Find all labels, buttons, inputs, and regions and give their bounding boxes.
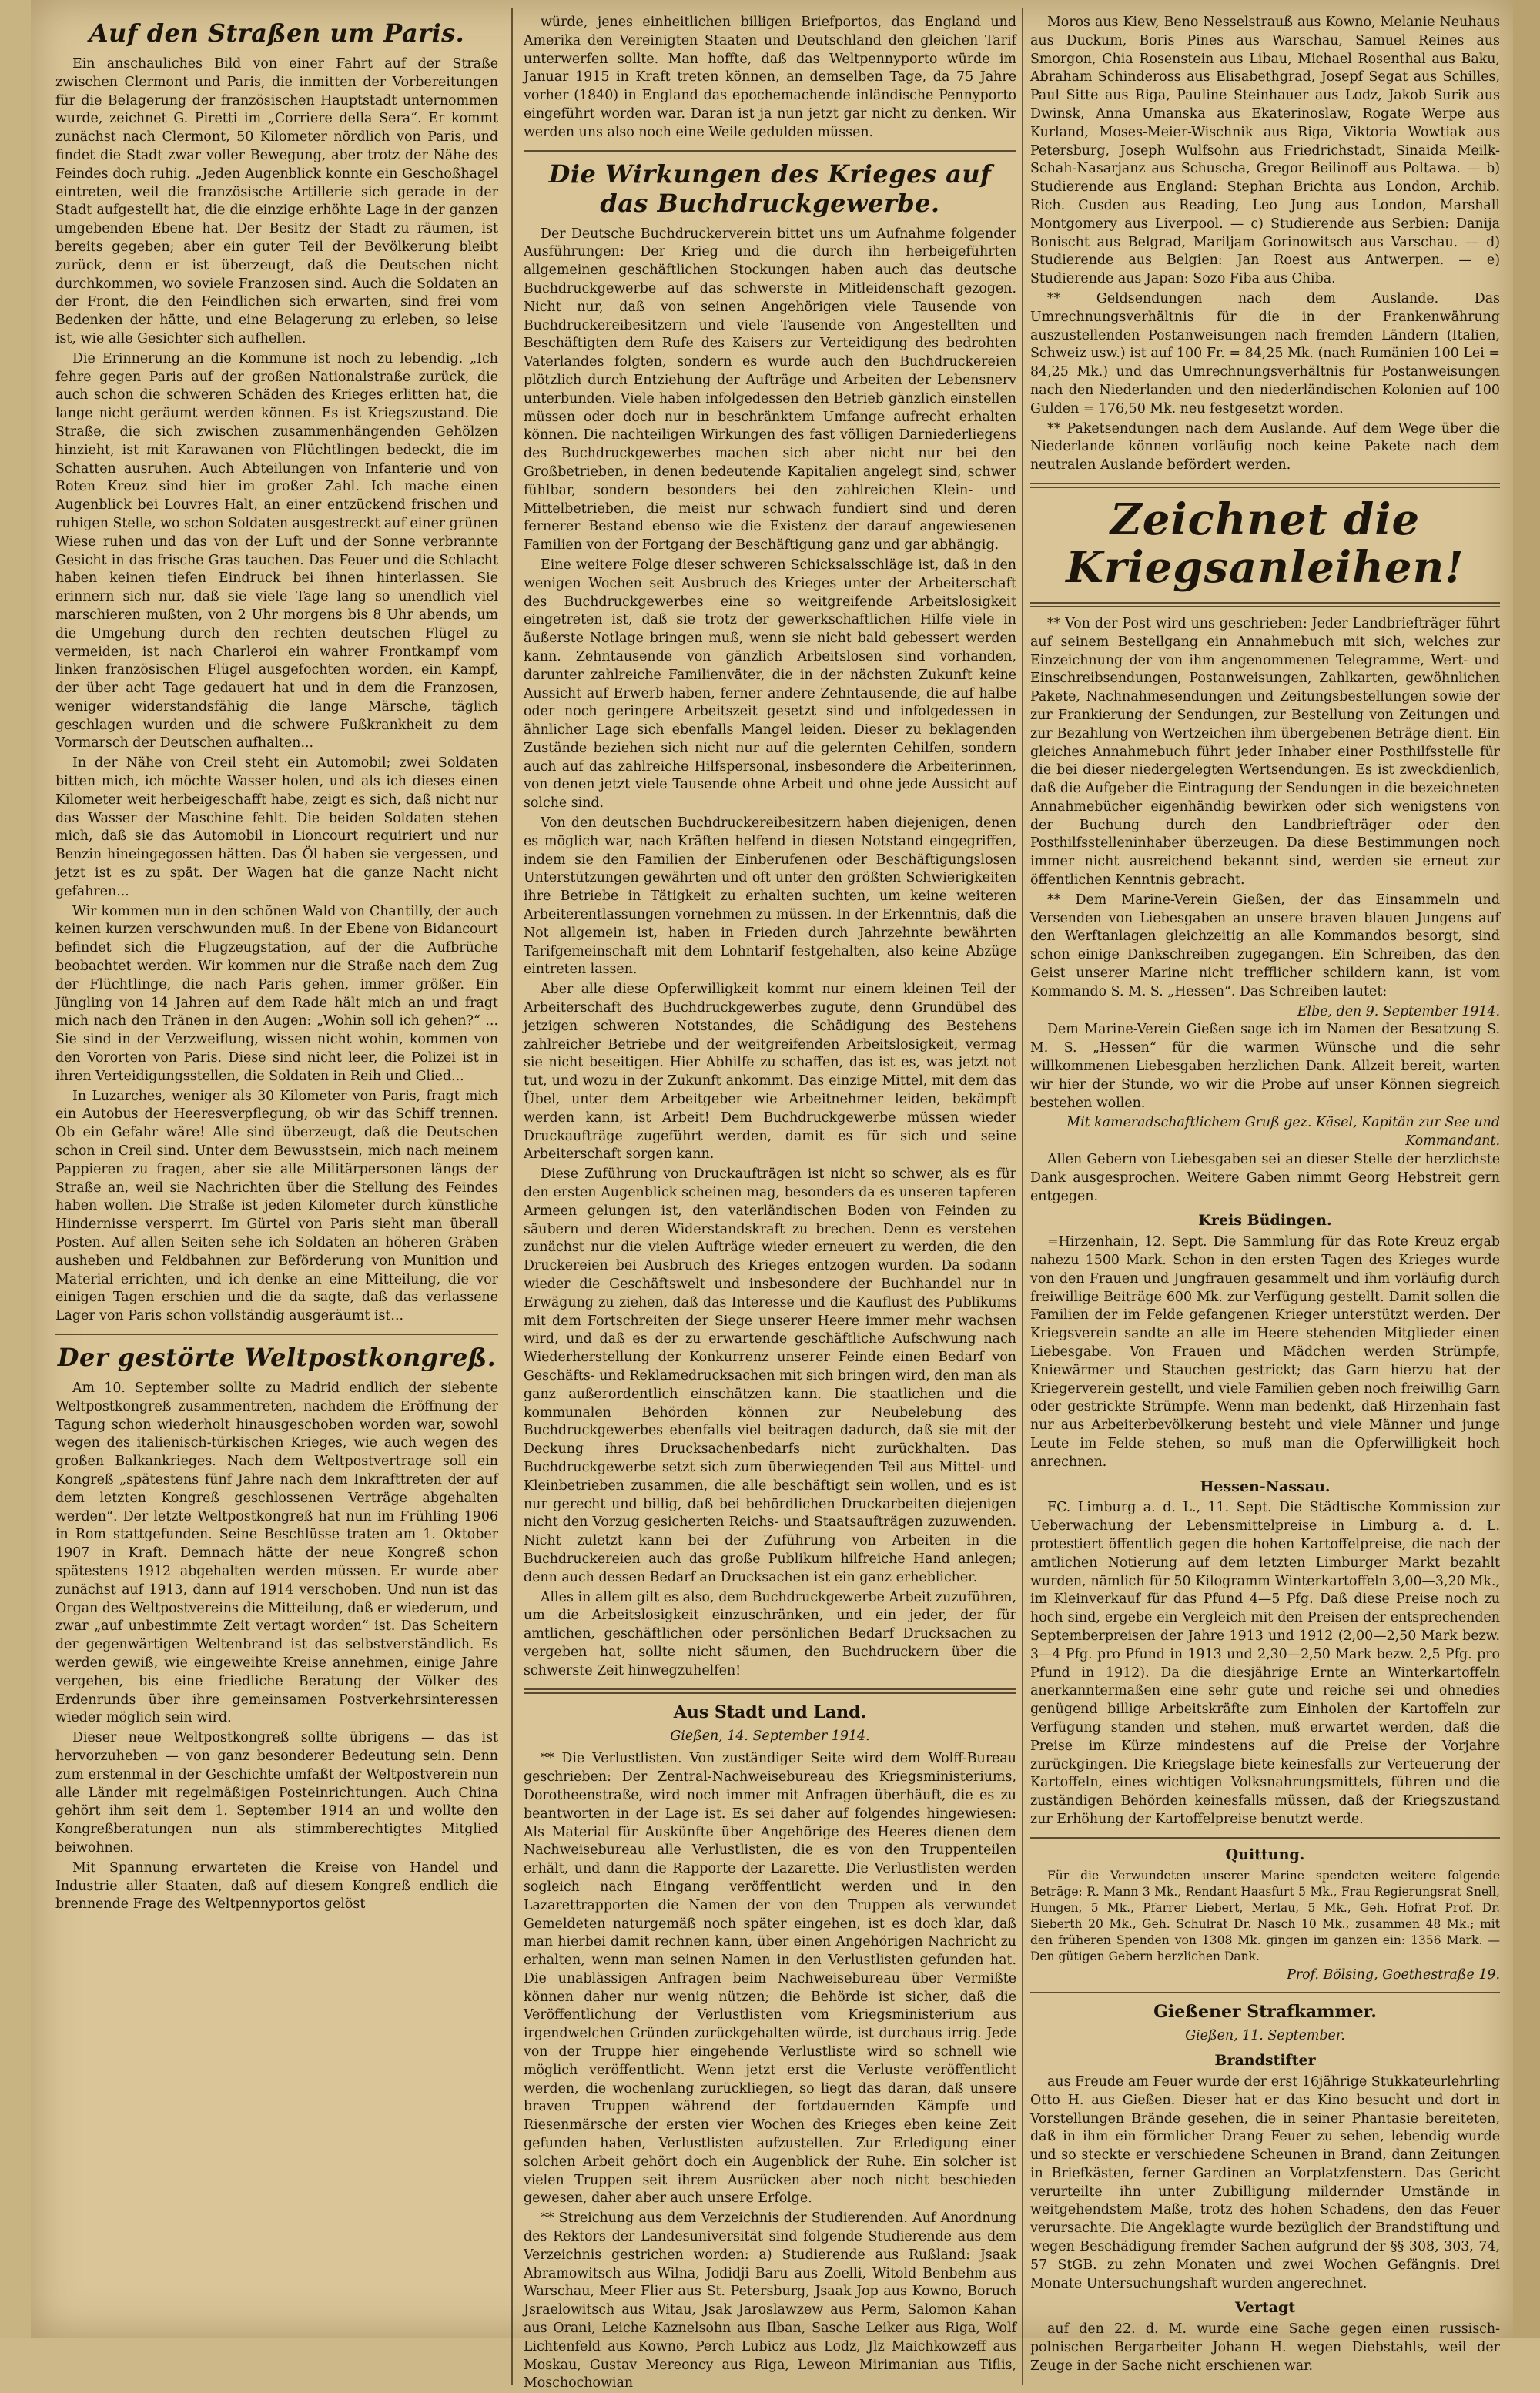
article-paragraph: aus Freude am Feuer wurde der erst 16jährige Stukkateurlehrling Otto H. aus Gießen. Dieser hat er das Kino besucht und dort in Vorstellungen Brände gesehen, die in seiner Phantasie bereiteten, daß in ihm ein förmlicher Drang Feuer zu sehen, lebendig wurde und so steckte er verschiedene Scheunen in Brand, dann Zeitungen in Briefkästen, ferner Gardinen an Vorplatzfenstern. Das Gericht verurteilte ihn unter Zubilligung mildernder Umstände in weitgehendstem Maße, trotz des hohen Schadens, den das Feuer verursachte. Die Angeklagte wurde bezüglich der Brandstiftung und wegen Beschädigung fremder Sachen aufgrund der §§ 308, 303, 74, 57 StGB. zu zehn Monaten und zwei Wochen Gefängnis. Drei Monate Untersuchungshaft wurden angerechnet.	[1030, 2073, 1500, 2291]
article-paragraph: FC. Limburg a. d. L., 11. Sept. Die Städtische Kommission zur Ueberwachung der Lebensmittelpreise in Limburg a. d. L. protestiert öffentlich gegen die hohen Kartoffelpreise, die nach der amtlichen Notierung auf dem letzten Limburger Markt bezahlt wurden, nämlich für 50 Kilogramm Winterkartoffeln 3,00—3,20 Mk., im Kleinverkauf für das Pfund 4—5 Pfg. Daß diese Preise noch zu hoch sind, ergebe ein Vergleich mit den Preisen der entsprechenden Septemberpreisen der Jahre 1913 und 1912 (2,00—2,50 Mark bezw. 3—4 Pfg. pro Pfund in 1913 und 2,30—2,50 Mark bezw. 2,5 Pfg. pro Pfund in 1912). Da die diesjährige Ernte an Winterkartoffeln anerkanntermaßen eine sehr gute und reiche sei und ohnedies genügend billige Arbeitskräfte zum Einholen der Kartoffeln zur Verfügung standen und stehen, muß erwartet werden, daß die Preise im Kürze mindestens auf die Preise der Vorjahre zurückgingen. Die Kriegslage biete keinesfalls zur Verteuerung der Kartoffeln, eines wichtigen Volksnahrungsmittels, führen und die zuständigen Behörden keinesfalls müssen, daß der Kriegszustand zur Erhöhung der Kartoffelpreise benutzt werde.	[1030, 1500, 1500, 1827]
dateline: Gießen, 14. September 1914.	[670, 1728, 870, 1744]
article-paragraph: In Luzarches, weniger als 30 Kilometer von Paris, fragt mich ein Autobus der Heeresverpflegung, ob wir das Schiff trennen. Ob ein Gefahr wäre! Alle sind überzeugt, daß die Deutschen schon in Creil sind. Unter dem Bewusstsein, mich nach meinem Pappieren zu fragen, aber sie alle Militärpersonen längs der Straße an, weil sie Nachrichten über die Stellung des Feindes haben wollen. Die Straße ist jeden Kilometer durch künstliche Hindernisse versperrt. Im Gürtel von Paris sieht man überall Posten. Auf allen Seiten sehe ich Soldaten an höheren Gräben ausheben und Feldbahnen zur Beförderung von Munition und Material errichten, und ich denke an eine Mitteilung, die vor einigen Tagen erschien und die da sagte, daß das verlassene Lager von Paris schon vollständig ausgeräumt ist...	[55, 1088, 498, 1324]
letter-date: Elbe, den 9. September 1914.	[1297, 1003, 1500, 1019]
article-title-paris: Auf den Straßen um Paris.	[89, 18, 465, 48]
page-edge-left	[0, 0, 31, 2338]
banner-kriegsanleihen: Zeichnet die Kriegsanleihen!	[1066, 494, 1465, 593]
article-paragraph: auf den 22. d. M. wurde eine Sache gegen einen russisch-polnischen Bergarbeiter Johann H. wegen Diebstahls, weil der Zeuge in der Sache nicht erschienen war.	[1030, 2321, 1500, 2374]
article-paragraph: Die Erinnerung an die Kommune ist noch zu lebendig. „Ich fehre gegen Paris auf der großen Nationalstraße zurück, die auch schon die schweren Schäden des Krieges erlitten hat, die lange nicht geräumt werden können. Es ist Kriegszustand. Die Straße, die sich zwischen zusammenhängenden Gehölzen hinzieht, ist mit Karawanen von Flüchtlingen bedeckt, die im Schatten ausruhen. Auch Abteilungen von Infanterie und von Roten Kreuz sind hier im großer Zahl. Ich mache einen Augenblick bei Louvres Halt, an einer entzückend frischen und ruhigen Stelle, wo schon Soldaten ausgestreckt auf einer grünen Wiese ruhen und das von der Luft und der Sonne verbrannte Gesicht in das frische Gras tauchen. Das Feuer und die Schlacht haben keinen tiefen Eindruck bei ihnen hinterlassen. Sie erinnern sich nur, daß sie viele Tage lang so unendlich viel marschieren mußten, von 2 Uhr morgens bis 8 Uhr abends, um die Umgehung durch den rechten deutschen Flügel zu vermeiden, ist nach Charleroi ein wahrer Frontkampf vom linken französischen Flügel ausgefochten worden, ein Kampf, der über acht Tage gedauert hat und in dem die Franzosen, weniger widerstandsfähig die lange Märsche, täglich geschlagen wurden und die schwere Fußkrankheit zu dem Vormarsch der Deutschen aufhalten...	[55, 350, 498, 751]
article-paragraph: Wir kommen nun in den schönen Wald von Chantilly, der auch keinen kurzen verschwunden muß. In der Ebene von Bidancourt befindet sich die Flugzeugstation, auf der die Aufbrüche beobachtet werden. Wir kommen nur die Straße nach dem Zug der Flüchtlinge, die nach Paris gehen, immer größer. Ein Jüngling von 14 Jahren auf dem Rade hält mich an und fragt mich nach den Tränen in den Augen: „Wohin soll ich gehen?“ ... Sie sind in der Verzweiflung, wissen nicht wohin, kommen von den Vororten von Paris. Diese sind nicht leer, die Polizei ist in ihren Verteidigungsstellen, die Soldaten in Reih und Glied...	[55, 903, 498, 1084]
article-paragraph: Allen Gebern von Liebesgaben sei an dieser Stelle der herzlichste Dank ausgesprochen. Weitere Gaben nimmt Georg Hebstreit gern entgegen.	[1030, 1152, 1500, 1204]
column-2	[524, 14, 1016, 2391]
article-paragraph: Für die Verwundeten unserer Marine spendeten weitere folgende Beträge: R. Mann 3 Mk., Rendant Haasfurt 5 Mk., Frau Regierungsrat Snell, Hungen, 5 Mk., Pfarrer Liebert, Merlau, 5 Mk., Geh. Hofrat Prof. Dr. Sieberth 20 Mk., Geh. Schulrat Dr. Nasch 10 Mk., zusammen 48 Mk.; mit den früheren Spenden von 1308 Mk. gingen im ganzen ein: 1356 Mark. — Den gütigen Gebern herzlichen Dank.	[1030, 1868, 1500, 1963]
dateline: Gießen, 11. September.	[1185, 2028, 1345, 2044]
article-paragraph: Alles in allem gilt es also, dem Buchdruckgewerbe Arbeit zuzuführen, um die Arbeitslosigkeit einzuschränken, und ein jeder, der für amtlichen, geschäftlichen oder persönlichen Bedarf Drucksachen zu vergeben hat, sollte nicht säumen, den Buchdruckern über die schwerste Zeit hinwegzuhelfen!	[524, 1589, 1016, 1678]
article-paragraph: Ein anschauliches Bild von einer Fahrt auf der Straße zwischen Clermont und Paris, die inmitten der Vorbereitungen für die Belagerung der französischen Hauptstadt unternommen wurde, zeichnet G. Piretti im „Corriere della Sera“. Er kommt zunächst nach Clermont, 50 Kilometer nördlich von Paris, und findet die Stadt zwar voller Bewegung, aber trotz der Nähe des Feindes doch ruhig. „Jeden Augenblick konnte ein Geschoßhagel eintreten, weil die französische Artillerie sich gerade in der Stadt aufgestellt hat, die die einzige erhöhte Lage in der ganzen umgebenden Ebene hat. Der Besitz der Stadt zu räumen, ist bereits gegeben; aber ein guter Teil der Bevölkerung bleibt zurück, denn er ist überzeugt, daß die Deutschen nicht durchkommen, wo soviele Franzosen sind. Auch die Soldaten an der Front, die den Feindlichen sich erwarten, sind frei vom Bedenken der hätte, und eine Belagerung zu erleben, so leise ist, wie alle Gesichter sich aufhellen.	[55, 56, 498, 346]
article-paragraph: =Hirzenhain, 12. Sept. Die Sammlung für das Rote Kreuz ergab nahezu 1500 Mark. Schon in den ersten Tagen des Krieges wurde von den Frauen und Jungfrauen gesammelt und ihm vorläufig durch freiwillige Beiträge 600 Mk. zur Verfügung gestellt. Damit sollen die Familien der im Felde gefangenen Krieger unterstützt werden. Der Kriegsverein sandte an alle im Heere stehenden Mitglieder einen Liebesgabe. Von Frauen und Mädchen werden Strümpfe, Kniewärmer und Stauchen gestrickt; das Garn hierzu hat der Kriegerverein gestellt, und viele Familien geben noch freiwillig Garn oder gestrickte Strümpfe. Wenn man bedenkt, daß Hirzenhain fast nur aus Arbeiterbevölkerung besteht und viele Männer und junge Leute im Felde stehen, so muß man die Opferwilligkeit hoch anrechnen.	[1030, 1234, 1500, 1470]
article-paragraph: ** Die Verlustlisten. Von zuständiger Seite wird dem Wolff-Bureau geschrieben: Der Zentral-Nachweisebureau des Kriegsministeriums, Dorotheenstraße, wird noch immer mit Anfragen überhäuft, die es zu beantworten in der Lage ist. Es sei daher auf folgendes hingewiesen: Als Material für Auskünfte über Angehörige des Heeres dienen dem Nachweisebureau alle Verlustlisten, die es von den Truppenteilen erhält, und dann die Rapporte der Lazarette. Die Verlustlisten werden sogleich nach Eingang veröffentlicht werden und in den Lazarettrapporten die Namen der von den Truppen als verwundet Gemeldeten naturgemäß noch später eingehen, ist es doch klar, daß man hierbei damit rechnen kann, über einen Angehörigen Nachricht zu erhalten, wenn man seinen Namen in den Verlustlisten gefunden hat. Die unablässigen Anfragen beim Nachweisebureau über Vermißte können daher nur wenig nützen; die Behörde ist sicher, daß die Veröffentlichung der Verlustlisten vom Kriegsministerium aus irgendwelchen Gründen zurückgehalten würde, ist durchaus irrig. Jede von der Truppe hier eingehende Verlustliste wird so schnell wie möglich veröffentlicht. Wenn jetzt erst die Verluste veröffentlicht werden, die wochenlang zurückliegen, so liegt das daran, daß unsere braven Truppen während der fortdauernden Kämpfe und Riesenmärsche der ersten vier Wochen des Krieges eben keine Zeit gefunden haben, Verlustlisten aufzustellen. Zur Erledigung einer solchen Arbeit gehört doch ein Augenblick der Ruhe. Ein solcher ist vielen Truppen seit ihrem Ausrücken aber noch nicht beschieden gewesen, daher aber auch unsere Erfolge.	[524, 1751, 1016, 2207]
section-divider	[524, 150, 1016, 152]
article-paragraph: Dieser neue Weltpostkongreß sollte übrigens — das ist hervorzuheben — von ganz besonderer Bedeutung sein. Denn zum erstenmal in der Geschichte umfaßt der Weltpostverein nun alle Länder mit regelmäßigen Posteinrichtungen. Auch China gehört ihm seit dem 1. September 1914 an und wollte den Kongreßberatungen nun als stimmberechtigtes Mitglied beiwohnen.	[55, 1730, 498, 1856]
section-heading-quittung: Quittung.	[1225, 1846, 1305, 1863]
section-heading-hessen-nassau: Hessen-Nassau.	[1200, 1478, 1331, 1495]
column-3	[1030, 14, 1500, 2378]
page-edge-right	[1513, 0, 1540, 2338]
article-paragraph: Von den deutschen Buchdruckereibesitzern haben diejenigen, denen es möglich war, nach Kräften helfend in diesen Notstand eingegriffen, indem sie den Familien der Einberufenen oder Beschäftigungslosen Unterstützungen gewährten und oft unter den größten Schwierigkeiten ihre Betriebe in Tätigkeit zu erhalten suchten, um keine weiteren Arbeiterentlassungen vornehmen zu müssen. In der Erkenntnis, daß die Not allgemein ist, haben in Frieden durch Jahrzehnte bewährten Tarifgemeinschaft mit dem Lohntarif festgehalten, also keine Abzüge eintreten lassen.	[524, 815, 1016, 978]
subheading-vertagt: Vertagt	[1234, 2299, 1296, 2317]
article-paragraph: ** Dem Marine-Verein Gießen, der das Einsammeln und Versenden von Liebesgaben an unsere braven blauen Jungens auf den Werftanlagen gleichzeitig an alle Kommandos besorgt, sind schon einige Dankschreiben zugegangen. Ein Schreiben, das den Geist unserer Marine nicht trefflicher schildern kann, ist vom Kommando S. M. S. „Hessen“. Das Schreiben lautet:	[1030, 892, 1500, 999]
article-title-weltpost: Der gestörte Weltpostkongreß.	[57, 1342, 497, 1372]
article-paragraph: würde, jenes einheitlichen billigen Briefportos, das England und Amerika den Vereinigten Staaten und Deutschland den gleichen Tarif unterwerfen sollte. Man hoffte, daß das Weltpennyporto würde im Januar 1915 in Kraft treten können, an demselben Tage, da 75 Jahre vorher (1840) in England das epochemachende inländische Pennyporto eingeführt worden war. Daran ist ja nun jetzt gar nicht zu denken. Wir werden uns also noch eine Weile gedulden müssen.	[524, 15, 1016, 140]
column-rule-1	[511, 8, 513, 2385]
article-title-buchdruck: Die Wirkungen des Krieges auf das Buchdruckgewerbe.	[548, 159, 992, 218]
article-paragraph: ** Geldsendungen nach dem Auslande. Das Umrechnungsverhältnis für die in der Frankenwährung auszustellenden Postanweisungen nach fremden Ländern (Italien, Schweiz usw.) ist auf 100 Fr. = 84,25 Mk. (nach Rumänien 100 Lei = 84,25 Mk.) und das Umrechnungsverhältnis für Postanweisungen nach den Niederlanden und den niederländischen Kolonien auf 100 Gulden = 176,50 Mk. neu festgesetzt worden.	[1030, 290, 1500, 417]
article-paragraph: Der Deutsche Buchdruckerverein bittet uns um Aufnahme folgender Ausführungen: Der Krieg und die durch ihn herbeigeführten allgemeinen geschäftlichen Stockungen haben auch das deutsche Buchdruckgewerbe auf das schwerste in Mitleidenschaft gezogen. Nicht nur, daß von seinen Angehörigen viele Tausende von Buchdruckereibesitzern und viele Tausende von Angestellten und Beschäftigten dem Rufe des Kaisers zur Verteidigung des bedrohten Vaterlandes folgten, sondern es wurde auch den Buchdruckereien plötzlich durch Entziehung der Aufträge und Arbeiten der Lebensnerv unterbunden. Viele haben infolgedessen den Betrieb gänzlich einstellen müssen oder doch nur in beschränktem Umfange aufrecht erhalten können. Die nachteiligen Wirkungen des fast völligen Darniederliegens des Buchdruckgewerbes machen sich aber nicht nur bei den Großbetrieben, in denen bedeutende Kapitalien angelegt sind, schwer fühlbar, sondern besonders bei den zahlreichen Klein- und Mittelbetrieben, die meist nur schwach fundiert sind und deren fernerer Bestand ebenso wie die Existenz der darauf angewiesenen Familien von der Fortgang der Beschäftigung ganz und gar abhängig.	[524, 226, 1016, 554]
quittung-signature: Prof. Bölsing, Goethestraße 19.	[1287, 1966, 1500, 1983]
article-paragraph: ** Streichung aus dem Verzeichnis der Studierenden. Auf Anordnung des Rektors der Landesuniversität sind folgende Studierende aus dem Verzeichnis gestrichen worden: a) Studierende aus Rußland: Jsaak Abramowitsch aus Wilna, Jodidji Baru aus Zoelli, Witold Benbehm aus Warschau, Meer Flier aus St. Petersburg, Jsaak Jop aus Kowno, Boruch Jsraelowitsch aus Witau, Jsak Jaroslawzew aus Perm, Salomon Kahan aus Orani, Leiche Kaznelsohn aus Ilban, Sasche Leiker aus Riga, Wolf Lichtenfeld aus Kowno, Perch Lubicz aus Lodz, Jlz Maichkowzeff aus Moskau, Gustav Mereoncy aus Riga, Leweon Mirimanian aus Tiflis, Moschochowian	[524, 2211, 1016, 2391]
subheading-brandstifter: Brandstifter	[1214, 2052, 1316, 2070]
section-divider	[1030, 1992, 1500, 1993]
section-heading-kreis-buedingen: Kreis Büdingen.	[1198, 1212, 1332, 1230]
column-1	[55, 14, 498, 2378]
article-paragraph: ** Von der Post wird uns geschrieben: Jeder Landbriefträger führt auf seinem Bestellgang ein Annahmebuch mit sich, welches zur Einzeichnung der von ihm angenommenen Telegramme, Wert- und Einschreibsendungen, Postanweisungen, Zahlkarten, gewöhnlichen Pakete, Nachnahmesendungen und Zeitungsbestellungen sowie der zur Frankierung der Sendungen, zur Bestellung von Zeitungen und zur Bezahlung von Wertzeichen ihm übergebenen Beträge dient. Ein gleiches Annahmebuch führt jeder Inhaber einer Posthilfsstelle für die bei dieser niedergelegten Wertsendungen. Es ist zweckdienlich, daß die Aufgeber die Eintragung der Sendungen in die bezeichneten Annahmebücher eigenhändig bewirken oder sich wenigstens von der Buchung durch den Landbriefträger oder den Posthilfsstelleninhaber überzeugen. Da diese Bestimmungen noch immer nicht ausreichend bekannt sind, werden sie erneut zur öffentlichen Kenntnis gebracht.	[1030, 615, 1500, 889]
section-divider	[1030, 602, 1500, 607]
article-paragraph: Diese Zuführung von Druckaufträgen ist nicht so schwer, als es für den ersten Augenblick scheinen mag, besonders da es unseren tapferen Armeen gelungen ist, den vaterländischen Boden von Feinden zu säubern und deren Widerstandskraft zu brechen. Denn es verstehen zunächst nur die vielen Aufträge wieder erneuert zu werden, die den Druckereien bei Ausbruch des Krieges entzogen wurden. Da sodann wieder die Geschäftswelt und insbesondere der Buchhandel nur in Erwägung zu ziehen, daß das Interesse und die Kauflust des Publikums mit dem Fortschreiten der Siege unserer Heere immer mehr wachsen wird, und daß es der zu erwartende geschäftliche Aufschwung nach Wiederherstellung der Konkurrenz unserer Feinde einen Bedarf von Geschäfts- und Reklamedrucksachen mit sich bringen wird, den man als ganz außerordentlich einschätzen kann. Die staatlichen und die kommunalen Behörden können zur Neubelebung des Buchdruckgewerbes ebenfalls viel beitragen dadurch, daß sie mit der Deckung ihres Drucksachenbedarfs nicht zurückhalten. Das Buchdruckgewerbe setzt sich zum überwiegenden Teil aus Mittel- und Kleinbetrieben zusammen, die alle beschäftigt sein wollen, und es ist nur gerecht und billig, daß bei behördlichen Druckarbeiten diejenigen nicht den Vorzug gesicherten Reichs- und Staatsaufträgen zuzuwenden. Nicht zuletzt kann bei der Zuführung von Arbeiten in die Buchdruckereien auch das große Publikum hilfreiche Hand anlegen; denn auch dessen Bedarf an Drucksachen ist ein ganz erheblicher.	[524, 1166, 1016, 1585]
article-paragraph: Eine weitere Folge dieser schweren Schicksalsschläge ist, daß in den wenigen Wochen seit Ausbruch des Krieges unter der Arbeiterschaft des Buchdruckgewerbes eine so weitgreifende Arbeitslosigkeit eingetreten ist, daß sie trotz der gewerkschaftlichen Hilfe viele in äußerste Notlage bringen muß, wenn sie nicht bald gebessert werden kann. Zehntausende von gänzlich Arbeitslosen sind vorhanden, darunter zahlreiche Familienväter, die in der nächsten Zukunft keine Aussicht auf Erwerb haben, ferner andere Zehntausende, die auf halbe oder noch geringere Arbeitszeit gesetzt sind und infolgedessen in ähnlicher Lage sich ebenfalls Mangel leiden. Dieser zu beklagenden Zustände beziehen sich nicht nur auf die gelernten Gehilfen, sondern auch auf das zahlreiche Hilfspersonal, insbesondere die Arbeiterinnen, von denen jetzt viele Tausende ohne Arbeit und ohne jede Aussicht auf solche sind.	[524, 557, 1016, 812]
section-title-strafkammer: Gießener Strafkammer.	[1153, 2002, 1377, 2023]
section-divider	[1030, 1837, 1500, 1839]
column-rule-2	[1022, 8, 1023, 2385]
letter-signature: Mit kameradschaftlichem Gruß gez. Käsel, Kapitän zur See und Kommandant.	[1066, 1115, 1500, 1150]
section-divider	[1030, 483, 1500, 488]
article-paragraph: Am 10. September sollte zu Madrid endlich der siebente Weltpostkongreß zusammentreten, nachdem die Eröffnung der Tagung schon wiederholt hinausgeschoben worden war, sowohl wegen des italienisch-türkischen Krieges, wie auch wegen des großen Balkankrieges. Nach dem Weltpostvertrage soll ein Kongreß „spätestens fünf Jahre nach dem Inkrafttreten der auf dem letzten Kongreß geschlossenen Verträge abgehalten werden“. Der letzte Weltpostkongreß hat nun im Frühling 1906 in Rom stattgefunden. Seine Beschlüsse traten am 1. Oktober 1907 in Kraft. Demnach hätte der neue Kongreß schon spätestens 1912 abgehalten werden müssen. Er wurde aber zunächst auf 1913, dann auf 1914 verschoben. Und nun ist das Organ des Weltpostvereins die Mitteilung, daß er wiederum, und zwar „auf unbestimmte Zeit vertagt worden“ ist. Das Scheitern der gegenwärtigen Weltenbrand ist das selbstverständlich. Es werden gewiß, wie eingeweihte Kreise annehmen, einige Jahre vergehen, bis eine friedliche Beratung der Völker des Erdenrunds über ihre gemeinsamen Postverkehrsinteressen wieder möglich sein wird.	[55, 1380, 498, 1726]
article-paragraph: Aber alle diese Opferwilligkeit kommt nur einem kleinen Teil der Arbeiterschaft des Buchdruckgewerbes zugute, denn Grundübel des jetzigen schweren Notstandes, die Schädigung des Bestehens zahlreicher Betriebe und der weitgreifenden Arbeitslosigkeit, vermag sie nicht beseitigen. Hier Abhilfe zu schaffen, das ist es, was jetzt not tut, und wozu in der Zukunft ankommt. Das einzige Mittel, mit dem das Übel, unter dem Arbeitgeber wie Arbeitnehmer leiden, bekämpft werden kann, ist Arbeit! Dem Buchdruckgewerbe müssen wieder Druckaufträge zugeführt werden, damit es für sich und seine Arbeiterschaft sorgen kann.	[524, 982, 1016, 1163]
article-paragraph: Moros aus Kiew, Beno Nesselstrauß aus Kowno, Melanie Neuhaus aus Duckum, Boris Pines aus Warschau, Samuel Reines aus Smorgon, Chia Rosenstein aus Libau, Michael Rosenthal aus Baku, Abraham Schindeross aus Elisabethgrad, Josepf Segat aus Schilles, Paul Sitte aus Riga, Pauline Steinhauer aus Lodz, Jakob Surik aus Dwinsk, Anna Umanska aus Ekaterinoslaw, Rogate Werpe aus Kurland, Moses-Meier-Wischnik aus Riga, Viktoria Wowtiak aus Petersburg, Joseph Wulfsohn aus Friedrichstadt, Sinaida Meilk-Schah-Nasarjanz aus Schuscha, Gregor Beilinoff aus Poltawa. — b) Studierende aus England: Stephan Brichta aus London, Archib. Rich. Cusden aus Reading, Leo Jung aus London, Marshall Montgomery aus Liverpool. — c) Studierende aus Serbien: Danija Bonischt aus Belgrad, Mariljam Gorinowitsch aus Varschau. — d) Studierende aus Belgien: Jan Roest aus Antwerpen. — e) Studierende aus Japan: Sozo Fiba aus Chiba.	[1030, 15, 1500, 287]
article-paragraph: Mit Spannung erwarteten die Kreise von Handel und Industrie aller Staaten, daß auf diesem Kongreß endlich die brennende Frage des Weltpennyportos gelöst	[55, 1859, 498, 1913]
section-title-stadt-land: Aus Stadt und Land.	[673, 1702, 867, 1722]
section-divider	[55, 1334, 498, 1335]
article-paragraph: In der Nähe von Creil steht ein Automobil; zwei Soldaten bitten mich, ich möchte Wasser holen, und als ich dieses einen Kilometer weit herbeigeschafft habe, zeigt es sich, daß nicht nur das Wasser der Maschine fehlt. Die beiden Soldaten stehen mich, daß sie das Automobil in Lioncourt requiriert und nur Benzin hineingegossen hätten. Das Öl haben sie vergessen, und jetzt ist es zu spät. Der Wagen hat die ganze Nacht nicht gefahren...	[55, 755, 498, 899]
article-paragraph: Dem Marine-Verein Gießen sage ich im Namen der Besatzung S. M. S. „Hessen“ für die warmen Wünsche und die sehr willkommenen Liebesgaben herzlichen Dank. Allzeit bereit, warten wir hier der Stunde, wo wir die Probe auf unser Können siegreich bestehen wollen.	[1030, 1022, 1500, 1111]
article-paragraph: ** Paketsendungen nach dem Auslande. Auf dem Wege über die Niederlande können vorläufig noch keine Pakete nach dem neutralen Auslande befördert werden.	[1030, 420, 1500, 474]
section-divider	[524, 1688, 1016, 1694]
